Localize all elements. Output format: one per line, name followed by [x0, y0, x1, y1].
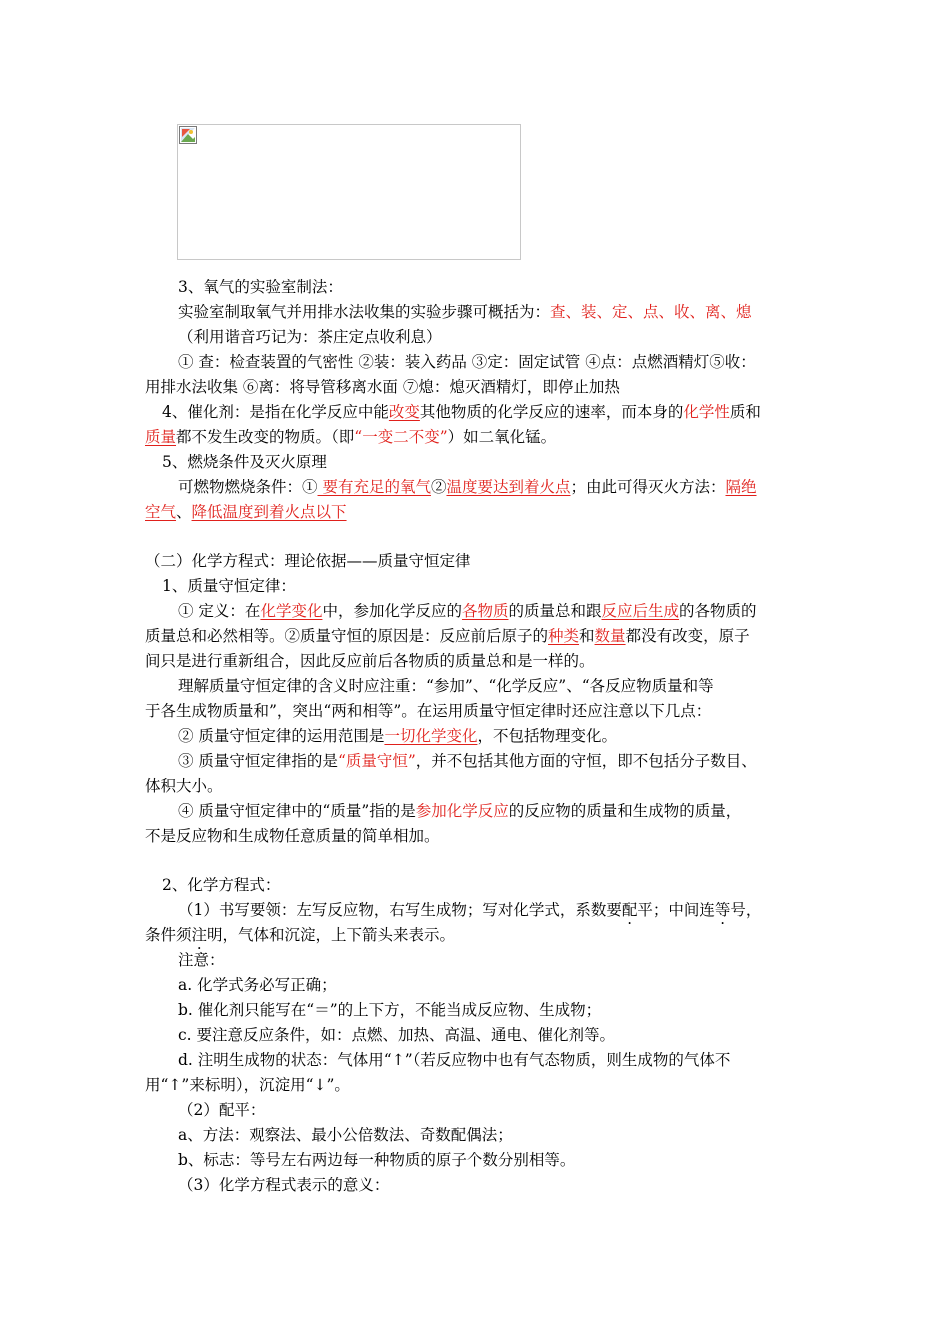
text: 其他物质的化学反应的速率，而本身的	[419, 403, 684, 421]
part2-heading: （二）化学方程式：理论依据——质量守恒定律	[145, 552, 471, 570]
keyword-red: 数量	[594, 627, 626, 645]
emphasis-char: 等	[714, 901, 731, 919]
balancing-heading: （2）配平：	[178, 1101, 266, 1119]
definition-line1	[178, 600, 757, 624]
text: 平；中间连	[637, 901, 715, 919]
definition-line2	[145, 625, 750, 649]
keyword-red: 参加化学反应	[415, 802, 509, 820]
text: ，不包括物理变化。	[477, 727, 617, 745]
text: ；由此可得灭火方法：	[570, 478, 726, 496]
understanding-line1: 理解质量守恒定律的含义时应注重：“参加”、“化学反应”、“各反应物质量和等	[178, 677, 714, 695]
text: ，并不包括其他方面的守恒，即不包括分子数目、	[415, 752, 757, 770]
keyword-red: 化学变化	[260, 602, 323, 620]
understanding-line2: 于各生成物质量和”，突出“两和相等”。在运用质量守恒定律时还应注意以下几点：	[145, 702, 712, 720]
steps-keyword-red: 查、装、定、点、收、离、熄	[550, 303, 752, 321]
text: 的反应物的质量和生成物的质量，	[508, 802, 742, 820]
text: 号，	[730, 901, 762, 919]
keyword-red: 改变	[388, 403, 420, 421]
keyword-red: “一变二不变”	[354, 428, 448, 446]
keyword-red: 要有充足的氧气	[317, 478, 431, 496]
text: ③ 质量守恒定律指的是	[178, 752, 338, 770]
note3-line1	[178, 750, 757, 774]
section4-line1	[162, 401, 761, 425]
meaning-heading: （3）化学方程式表示的意义：	[178, 1176, 390, 1194]
keyword-red: “质量守恒”	[337, 752, 416, 770]
keyword-red: 质量	[145, 428, 177, 446]
keyword-red: 一切化学变化	[384, 727, 478, 745]
text: ② 质量守恒定律的运用范围是	[178, 727, 385, 745]
balancing-methods: a、方法：观察法、最小公倍数法、奇数配偶法；	[178, 1126, 513, 1144]
text: ① 定义：在	[178, 602, 261, 620]
equation-heading: 2、化学方程式：	[162, 876, 281, 894]
text: 的质量总和跟	[508, 602, 602, 620]
text: 和	[579, 627, 595, 645]
section3-steps-line2: 用排水法收集 ⑥离：将导管移离水面 ⑦熄：熄灭酒精灯，即停止加热	[145, 378, 620, 396]
text: ④ 质量守恒定律中的“质量”指的是	[178, 802, 416, 820]
emphasis-char: 注	[191, 926, 208, 944]
section3-intro-line	[178, 301, 752, 325]
note-item-d-line1: d. 注明生成物的状态：气体用“↑”（若反应物中也有气态物质，则生成物的气体不	[178, 1051, 731, 1069]
emphasis-char: 配	[621, 901, 638, 919]
section3-mnemonic: （利用谐音巧记为：茶庄定点收利息）	[178, 328, 442, 346]
broken-image-icon	[179, 126, 197, 144]
section5-line2	[145, 501, 347, 525]
text: ②	[430, 478, 447, 496]
text: 都不发生改变的物质。（即	[176, 428, 355, 446]
note-item-b: b. 催化剂只能写在“＝”的上下方，不能当成反应物、生成物；	[178, 1001, 602, 1019]
text: 可燃物燃烧条件：①	[178, 478, 318, 496]
note-item-c: c. 要注意反应条件，如：点燃、加热、高温、通电、催化剂等。	[178, 1026, 616, 1044]
keyword-red: 降低温度到着火点以下	[191, 503, 347, 521]
keyword-red: 隔绝	[725, 478, 757, 496]
text: 质量总和必然相等。②质量守恒的原因是：反应前后原子的	[145, 627, 549, 645]
keyword-red: 温度要达到着火点	[446, 478, 571, 496]
text: 实验室制取氧气并用排水法收集的实验步骤可概括为：	[178, 303, 551, 321]
note3-line2: 体积大小。	[145, 777, 223, 795]
text: 、	[176, 503, 192, 521]
definition-line3: 间只是进行重新组合，因此反应前后各物质的质量总和是一样的。	[145, 652, 595, 670]
writing-rules-line2	[145, 924, 455, 948]
writing-rules-line1	[178, 899, 761, 923]
text: 中，参加化学反应的	[322, 602, 462, 620]
text: 4、催化剂：是指在化学反应中能	[162, 403, 389, 421]
text: 条件须	[145, 926, 192, 944]
note-item-d-line2: 用“↑”来标明），沉淀用“↓”。	[145, 1076, 350, 1094]
section5-heading: 5、燃烧条件及灭火原理	[162, 453, 327, 471]
section3-heading: 3、氧气的实验室制法：	[178, 278, 343, 296]
note-item-a: a. 化学式务必写正确；	[178, 976, 337, 994]
note4-line1	[178, 800, 741, 824]
keyword-red: 反应后生成	[601, 602, 680, 620]
text: 明，气体和沉淀，上下箭头来表示。	[207, 926, 456, 944]
note-label: 注意：	[178, 951, 225, 969]
text: 的各物质的	[679, 602, 757, 620]
image-placeholder	[177, 124, 521, 260]
keyword-red: 空气	[145, 503, 177, 521]
note2-line	[178, 725, 617, 749]
text: 都没有改变，原子	[625, 627, 750, 645]
text: （1）书写要领：左写反应物，右写生成物；写对化学式，系数要	[178, 901, 622, 919]
note4-line2: 不是反应物和生成物任意质量的简单相加。	[145, 827, 440, 845]
keyword-red: 各物质	[461, 602, 509, 620]
keyword-red: 种类	[548, 627, 580, 645]
conservation-heading: 1、质量守恒定律：	[162, 577, 296, 595]
text: ）如二氧化锰。	[447, 428, 557, 446]
text: 质和	[729, 403, 761, 421]
balancing-sign: b、标志：等号左右两边每一种物质的原子个数分别相等。	[178, 1151, 576, 1169]
section5-line1	[178, 476, 757, 500]
keyword-red: 化学性	[683, 403, 730, 421]
section3-steps-line1: ① 查：检查装置的气密性 ②装：装入药品 ③定：固定试管 ④点：点燃酒精灯⑤收：	[178, 353, 756, 371]
section4-line2	[145, 426, 556, 450]
